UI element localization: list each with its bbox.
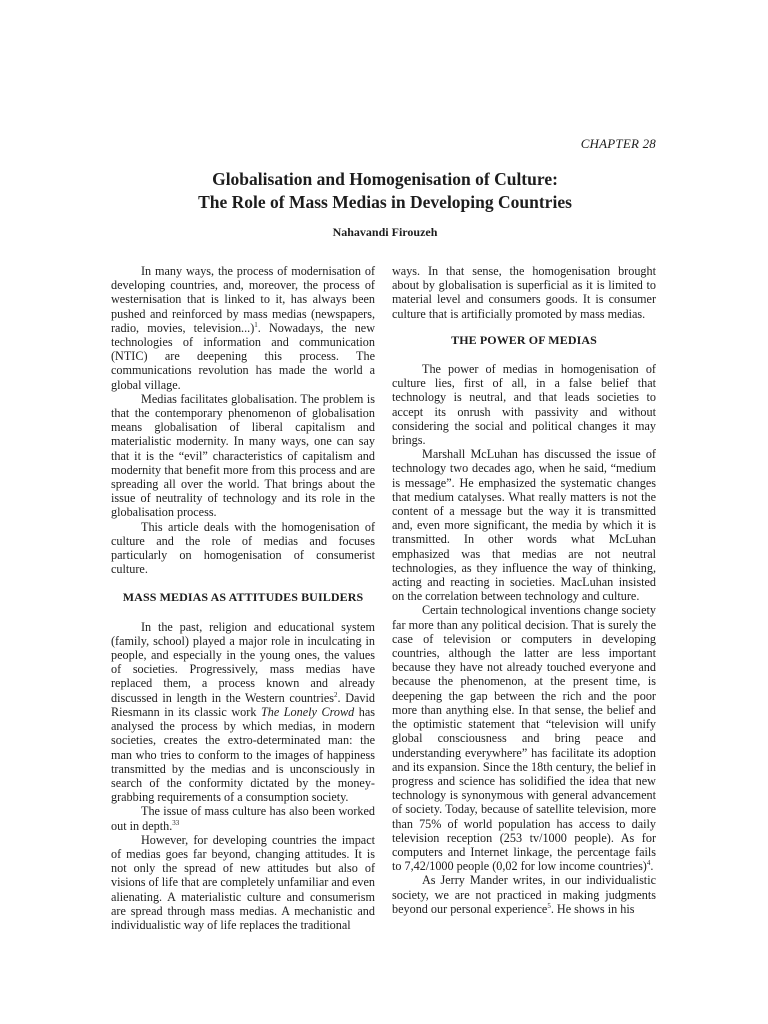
book-title: The Lonely Crowd: [260, 704, 355, 719]
chapter-label: CHAPTER 28: [580, 136, 656, 151]
paragraph: ways. In that sense, the homogenisation brought about by globalisation is superficial as it is limited to material level and consumers goods. It is consumer culture that is artificially promoted by mass medias.: [392, 264, 656, 321]
paragraph-text: has analysed the process by which medias, in modern societies, creates the extro-determinated man: the man who tries to conform to the images of happiness transmitted by the medias and is unconsciously in search of the conformity dictated by the money-grabbing requirements of a consumption society.: [111, 704, 375, 805]
left-column: [111, 264, 375, 932]
paragraph: [392, 603, 656, 873]
paragraph: The power of medias in homogenisation of culture lies, first of all, in a false belief that technology is neutral, and that leads societies to accept its onrush with passivity and without considering the social and political changes it may brings.: [392, 362, 656, 448]
paragraph: This article deals with the homogenisation of culture and the role of medias and focuses particularly on homogenisation of consumerist culture.: [111, 519, 375, 577]
paragraph-text: .: [650, 859, 654, 874]
footnote-ref: 5: [547, 901, 551, 910]
paragraph-text: As Jerry Mander writes, in our individualistic society, we are not practiced in making judgments beyond our personal experience: [392, 873, 656, 916]
paragraph: However, for developing countries the impact of medias goes far beyond, changing attitudes. It is not only the spread of new attitudes but also of visions of life that are completely unfamiliar and even alienating. A materialistic culture and consumerism are spread through mass medias. A mechanistic and individualistic way of life replaces the traditional: [111, 832, 375, 932]
paragraph-text: Certain technological inventions change society far more than any political decision. That is surely the case of television or computers in developing countries, although the latter are less important because they have not already touched everyone and because the phenomenon, at the present time, is deepening the gap between the rich and the poor more than anything else. In that sense, the belief and the optimistic statement that “television will unify global consciousness and bring peace and understanding everywhere” has facilitate its adoption and its expansion. Since the 18th century, the belief in progress and science has solidified the idea that new technology is synonymous with general advancement of society. Today, because of satellite television, more than 75% of world population has access to daily television reception (253 tv/1000 people). As for computers and Internet linkage, the percentage fails to 7,42/1000 people (0,02 for low income countries): [392, 603, 656, 874]
title-line-1: Globalisation and Homogenisation of Culture:: [212, 169, 558, 189]
paragraph: [111, 620, 375, 805]
author-name: Nahavandi Firouzeh: [332, 225, 438, 239]
footnote-ref: 33: [172, 818, 180, 827]
paragraph-text: In the past, religion and educational system (family, school) played a major role in inculcating in people, and especially in the young ones, the values of societies. Progressively, mass medias have replaced them, a process known and already discussed in length in the Western countries: [111, 619, 375, 705]
paragraph-text: In many ways, the process of modernisation of developing countries, and, moreover, the process of westernisation that is linked to it, has always been pushed and reinforced by mass medias (newspapers, radio, movies, television...): [111, 264, 375, 335]
section-heading: MASS MEDIAS AS ATTITUDES BUILDERS: [122, 590, 364, 605]
right-column: [392, 264, 656, 916]
paragraph: [392, 873, 656, 916]
section-heading: THE POWER OF MEDIAS: [451, 332, 597, 347]
paragraph-text: . David Riesmann in its classic work: [111, 690, 375, 719]
paragraph: Marshall McLuhan has discussed the issue of technology two decades ago, when he said, “medium is message”. He emphasized the systematic changes that medium catalyses. What really matters is not the content of a message but the way it is transmitted and, even more significant, the media by which it is transmitted. In other words what McLuhan emphasized was that medias are not neutral technologies, as they influence the way of thinking, acting and reacting in societies. MacLuhan insisted on the correlation between technology and culture.: [392, 447, 656, 604]
paragraph-text: . He shows in his: [550, 901, 635, 916]
title-line-2: The Role of Mass Medias in Developing Countries: [198, 192, 572, 212]
paragraph: [111, 264, 375, 392]
paragraph: [111, 804, 375, 832]
paragraph-text: . Nowadays, the new technologies of information and communication (NTIC) are deepening this process. The communications revolution has made the world a global village.: [111, 320, 375, 392]
chapter-title: [112, 168, 658, 214]
footnote-ref: 2: [334, 690, 338, 699]
footnote-ref: 4: [646, 859, 651, 868]
footnote-ref: 1: [254, 320, 258, 329]
paragraph: Medias facilitates globalisation. The problem is that the contemporary phenomenon of globalisation means globalisation of liberal capitalism and materialistic modernity. In many ways, one can say that it is the “evil” characteristics of capitalism and modernity that benefit more from this process and are spreading all over the world. That brings about the issue of neutrality of technology and its role in the globalisation process.: [111, 391, 375, 520]
paragraph-text: The issue of mass culture has also been worked out in depth.: [111, 804, 375, 833]
